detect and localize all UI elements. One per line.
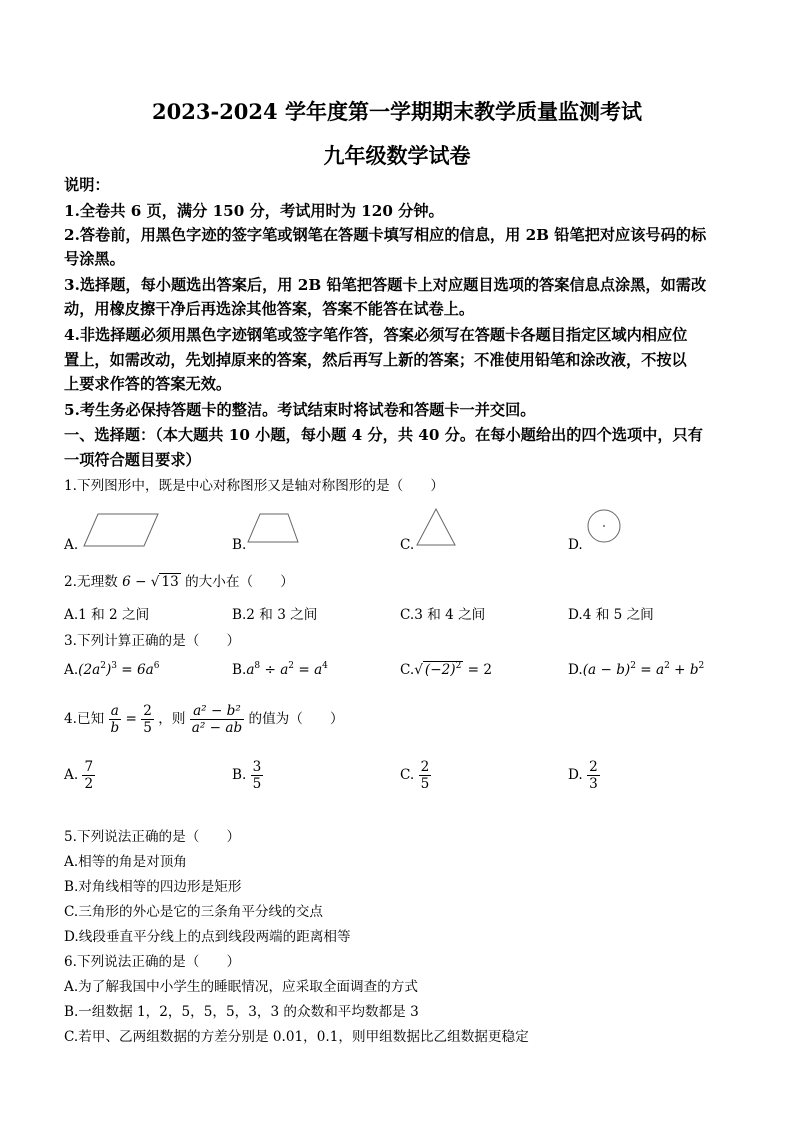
q4-option-d-label: D. (568, 767, 583, 783)
instruction-line: 5.考生务必保持答题卡的整洁。考试结束时将试卷和答题卡一并交回。 (64, 401, 536, 419)
q1-option-c-label: C. (400, 537, 415, 553)
section-heading: 一、选择题：（本大题共 10 小题，每小题 4 分，共 40 分。在每小题给出的四个选项中，只有 (64, 426, 703, 444)
q4-option-d-fraction: $\frac{2}{3}$ (589, 759, 598, 792)
q2-radicand: 13 (161, 574, 179, 590)
q4-option-b-fraction: $\frac{3}{5}$ (252, 759, 262, 792)
q2-expression: 6 − (122, 574, 151, 590)
q1-option-b-label: B. (232, 537, 247, 553)
q4-option-c-fraction: $\frac{2}{5}$ (420, 759, 430, 792)
q2-option-a: A.1 和 2 之间 (64, 607, 150, 623)
q2-option-d: D.4 和 5 之间 (568, 607, 654, 623)
q2-option-b: B.2 和 3 之间 (232, 607, 318, 623)
q4-stem-suffix: 的值为（ ） (248, 711, 344, 727)
q1-option-a-label: A. (64, 537, 79, 553)
parallelogram-figure (82, 510, 162, 550)
triangle-figure (414, 506, 458, 548)
instructions-heading: 说明： (64, 176, 110, 194)
q3-option-d: $D.(a - b)^2 = a^2 + b^2$ (568, 661, 705, 678)
q4-option-c-label: C. (400, 767, 415, 783)
q4-stem-prefix: 4.已知 (64, 711, 105, 727)
section-heading-cont: 一项符合题目要求） (64, 451, 201, 469)
q4-option-a-fraction: $\frac{7}{2}$ (84, 759, 94, 792)
q4-option-b (232, 759, 263, 792)
question-3-stem: 3.下列计算正确的是（ ） (64, 633, 241, 649)
q5-option-a: A.相等的角是对顶角 (64, 854, 187, 870)
question-2-stem (64, 570, 294, 590)
trapezoid-figure (244, 510, 304, 546)
q3-option-b: $B.a^8 \div a^2 = a^4$ (232, 661, 328, 678)
q2-stem-prefix: 2.无理数 (64, 574, 118, 590)
q1-option-d-label: D. (568, 537, 583, 553)
q2-option-c: C.3 和 4 之间 (400, 607, 486, 623)
instruction-line: 号涂黑。 (64, 250, 125, 268)
q4-equals: = (125, 711, 137, 727)
page-title: 2023-2024 学年度第一学期期末教学质量监测考试 (152, 99, 642, 124)
instruction-line: 4.非选择题必须用黑色字迹钢笔或签字笔作答，答案必须写在答题卡各题目指定区域内相应位 (64, 326, 688, 344)
q4-option-a (64, 759, 95, 792)
page-subtitle: 九年级数学试卷 (323, 143, 471, 168)
question-1-stem: 1.下列图形中，既是中心对称图形又是轴对称图形的是（ ） (64, 478, 444, 494)
q3-option-b-label: B. (232, 662, 247, 678)
q4-condition-value: $\frac{2}{5}$ (143, 703, 152, 736)
q3-option-a: $A.(2a^2)^3 = 6a^6$ (64, 661, 160, 678)
q4-option-d (568, 759, 600, 792)
q3-option-a-label: A. (64, 662, 79, 678)
q5-option-d: D.线段垂直平分线上的点到线段两端的距离相等 (64, 929, 351, 945)
q6-option-c: C.若甲、乙两组数据的方差分别是 0.01，0.1，则甲组数据比乙组数据更稳定 (64, 1029, 529, 1045)
q4-option-c (400, 759, 431, 792)
question-4-stem (64, 703, 344, 736)
q6-option-b: B.一组数据 1，2，5，5，5，3，3 的众数和平均数都是 3 (64, 1004, 419, 1020)
q4-condition-fraction: $\frac{a}{b}$ (110, 703, 120, 736)
instruction-line: 置上，如需改动，先划掉原来的答案，然后再写上新的答案；不准使用铅笔和涂改液，不按以 (64, 351, 687, 369)
q3-option-c: C.√ $(-2)^2 = 2$ (400, 661, 492, 678)
q3-option-c-label: C. (400, 662, 415, 678)
q6-option-a: A.为了解我国中小学生的睡眠情况，应采取全面调查的方式 (64, 979, 418, 995)
q4-stem-middle: ，则 (158, 711, 186, 727)
instruction-line: 动，用橡皮擦干净后再选涂其他答案，答案不能答在试卷上。 (64, 300, 475, 318)
q5-option-b: B.对角线相等的四边形是矩形 (64, 879, 242, 895)
instruction-line: 上要求作答的答案无效。 (64, 375, 232, 393)
circle-figure (586, 508, 622, 544)
q4-option-a-label: A. (64, 767, 79, 783)
q2-stem-suffix: 的大小在（ ） (185, 574, 294, 590)
instruction-line: 2.答卷前，用黑色字迹的签字笔或钢笔在答题卡填写相应的信息，用 2B 铅笔把对应该号码的标 (64, 226, 707, 244)
instruction-line: 1.全卷共 6 页，满分 150 分，考试用时为 120 分钟。 (64, 202, 444, 220)
q4-option-b-label: B. (232, 767, 247, 783)
q3-option-d-label: D. (568, 662, 583, 678)
question-5-stem: 5.下列说法正确的是（ ） (64, 829, 241, 845)
sqrt-sign: √ (150, 574, 160, 590)
question-6-stem: 6.下列说法正确的是（ ） (64, 954, 241, 970)
q4-expression-fraction: $\frac{\text{a² − b²}}{\text{a² − ab}}$ (191, 703, 243, 736)
instruction-line: 3.选择题，每小题选出答案后，用 2B 铅笔把答题卡上对应题目选项的答案信息点涂黑，如需改 (64, 276, 707, 294)
q5-option-c: C.三角形的外心是它的三条角平分线的交点 (64, 904, 323, 920)
